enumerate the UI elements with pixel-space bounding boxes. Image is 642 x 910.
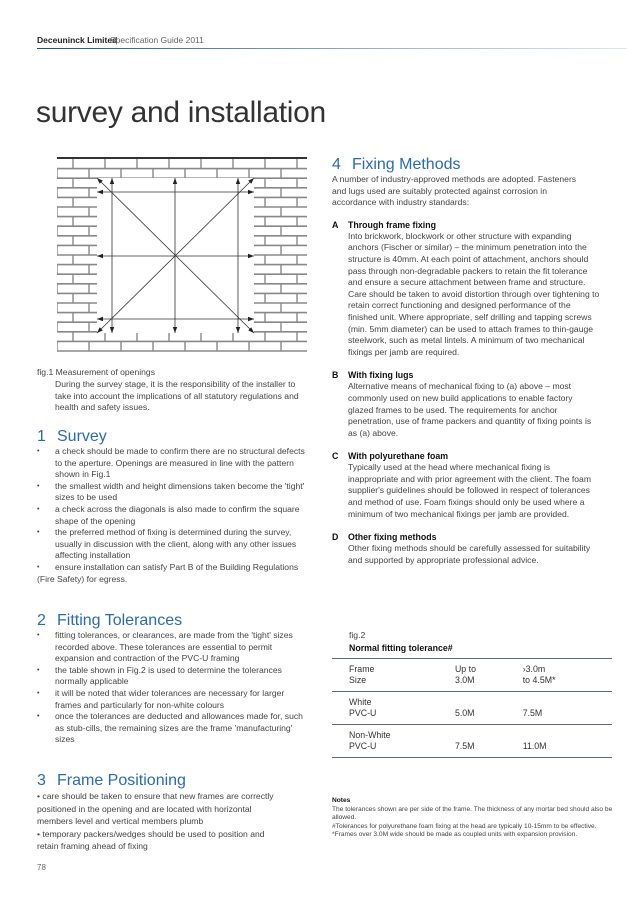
method-body: Typically used at the head where mechanical fixing is inappropriate and with prior agreement with the client. The foam supplier's guidelines should be followed in respect of tolerances and method of use. Foam fixings should only be used where a minimum of two mechanical fixings per jamb are provided. — [348, 462, 591, 519]
guide-title: Specification Guide 2011 — [110, 35, 204, 45]
bullet: • a check across the diagonals is also made to confirm the square shape of the opening — [37, 504, 312, 527]
section-number: 3 — [37, 772, 46, 789]
fig2-label: fig.2 — [349, 630, 366, 640]
bullet: • the table shown in Fig.2 is used to determine the tolerances normally applicable — [37, 665, 312, 688]
method-title: With fixing lugs — [348, 370, 414, 381]
bullet: • the smallest width and height dimensions taken become the 'tight' sizes to be used — [37, 481, 312, 504]
fig2 — [349, 630, 629, 662]
section-number: 4 — [332, 156, 341, 173]
section-fixing — [332, 156, 617, 566]
table-cell: White PVC-U — [349, 697, 377, 718]
method-body: Alternative means of mechanical fixing to (a) above – most commonly used on new build applications to enable factory glazed frames to be used. The requirements for anchor penetration, use of frame packers and quantity of fixing points is as (a) above. — [348, 381, 592, 438]
section-title: Fixing Methods — [352, 156, 461, 173]
method-d — [332, 531, 617, 566]
page-title: survey and installation — [36, 96, 326, 129]
table-cell: 11.0M — [522, 741, 547, 751]
fixing-intro: A number of industry-approved methods are adopted. Fasteners and lugs used are suitably protected against corrosion in accordance with industry standards: — [332, 174, 577, 208]
method-title: With polyurethane foam — [348, 451, 449, 462]
method-letter: B — [332, 370, 339, 381]
note: The tolerances shown are per side of the frame. The thickness of any mortar bed should also be allowed. — [332, 805, 613, 822]
note: *Frames over 3.0M wide should be made as coupled units with expansion provision. — [332, 831, 578, 839]
section-positioning — [37, 772, 277, 853]
section-title: Frame Positioning — [57, 772, 186, 789]
fig1-caption: fig.1 Measurement of openings — [37, 367, 155, 377]
section-title: Survey — [57, 428, 107, 445]
method-title: Through frame fixing — [348, 219, 436, 230]
table-cell: Non-White PVC-U — [349, 730, 391, 751]
notes — [332, 797, 617, 840]
fig2-title: Normal fitting tolerance# — [349, 642, 453, 653]
page-number: 78 — [37, 863, 46, 872]
bullet: • fitting tolerances, or clearances, are made from the 'tight' sizes recorded above. These tolerances are essential to permit expansion and contraction of the PVC-U framing — [37, 630, 312, 665]
tolerance-table — [332, 658, 612, 758]
fig1-intro: During the survey stage, it is the responsibility of the installer to take into account the implications of all statutory regulations and health and safety issues. — [55, 379, 299, 413]
section-number: 1 — [37, 428, 46, 445]
bullet: • a check should be made to confirm there are no structural defects to the aperture. Openings are measured in line with the pattern shown in Fig.1 — [37, 446, 312, 481]
table-row — [332, 659, 612, 692]
bullet: • care should be taken to ensure that new frames are correctly positioned in the opening and are located with horizontal members level and vertical members plumb — [37, 791, 274, 826]
section-tolerances — [37, 612, 312, 746]
header-rule — [37, 48, 627, 49]
bullet: • ensure installation can satisfy Part B of the Building Regulations (Fire Safety) for egress. — [37, 561, 299, 584]
bullet: • it will be noted that wider tolerances are necessary for larger frames and particularly for non-white colours — [37, 688, 312, 711]
method-body: Other fixing methods should be carefully assessed for suitability and supported by appropriate professional advice. — [348, 543, 591, 565]
method-c — [332, 450, 617, 520]
method-title: Other fixing methods — [348, 532, 437, 543]
table-cell: ›3.0m to 4.5M* — [522, 664, 556, 685]
bullet: • the preferred method of fixing is determined during the survey, usually in discussion with the client, along with any other issues affecting installation — [37, 527, 312, 562]
bullet: • once the tolerances are deducted and allowances made for, such as stub-cills, the remaining sizes are the frame 'manufacturing' sizes — [37, 711, 312, 746]
table-cell: 5.0M — [454, 708, 475, 718]
method-b — [332, 369, 617, 439]
method-letter: D — [332, 532, 339, 543]
note: #Tolerances for polyurethane foam fixing at the head are typically 10-15mm to be effective. — [332, 822, 597, 830]
bullet: • temporary packers/wedges should be used to position and retain framing ahead of fixing — [37, 828, 265, 851]
table-cell: Up to 3.0M — [454, 664, 476, 685]
company-name: Deceuninck Limited — [37, 35, 118, 45]
section-survey — [37, 428, 312, 585]
table-cell: Frame Size — [349, 664, 375, 685]
method-letter: A — [332, 219, 339, 230]
table-row — [332, 725, 612, 758]
method-body: Into brickwork, blockwork or other structure with expanding anchors (Fischer or similar) – the minimum penetration into the structure is 40mm. At each point of attachment, anchors should pass through non-degradable packers to retain the fit tolerance and ensure a secure attachment between frame and structure. Care should be taken to avoid distortion through over tightening to retain correct functioning and designed performance of the finished unit. Where appropriate, self drilling and tapping screws (min. 5mm diameter) can be used to attach frames to thin-gauge steelwork, such as metal lintels. A minimum of two mechanical fixings per jamb are required. — [348, 230, 600, 357]
table-cell: 7.5M — [454, 741, 475, 751]
table-cell: 7.5M — [522, 708, 543, 718]
method-a — [332, 219, 617, 359]
measurement-diagram — [57, 157, 307, 354]
method-letter: C — [332, 451, 339, 462]
section-title: Fitting Tolerances — [57, 612, 183, 629]
notes-heading: Notes — [332, 797, 351, 804]
table-row — [332, 692, 612, 725]
section-number: 2 — [37, 612, 46, 629]
